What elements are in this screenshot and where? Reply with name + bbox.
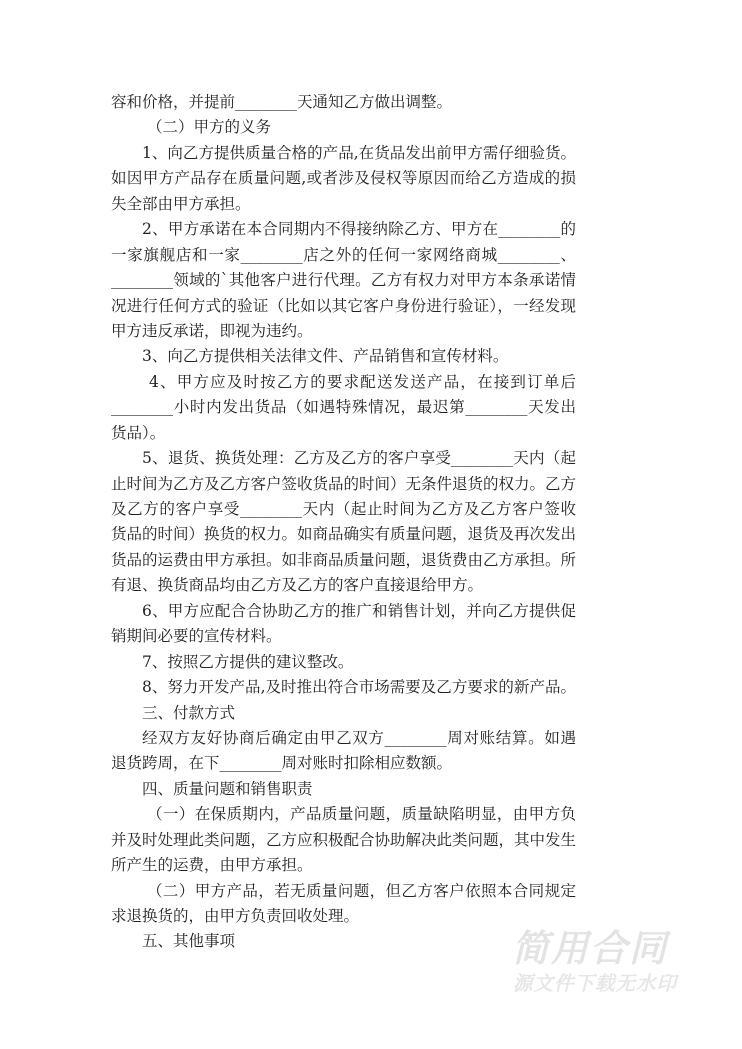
text-line: 货品的时间）换货的权力。如商品确实有质量问题，退货及再次发出	[111, 525, 576, 544]
text-line: 并及时处理此类问题，乙方应积极配合协助解决此类问题，其中发生	[111, 830, 576, 849]
text-line: 销期间必要的宣传材料。	[111, 627, 282, 646]
text-line: 止时间为乙方及乙方客户签收货品的时间）无条件退货的权力。乙方	[111, 474, 576, 493]
text-line: 7、按照乙方提供的建议整改。	[142, 652, 354, 671]
text-line: 货品）。	[111, 423, 166, 442]
text-line: 失全部由甲方承担。	[111, 194, 251, 213]
text-line: ________小时内发出货品（如遇特殊情况，最迟第________天发出	[111, 398, 576, 417]
text-line: 况进行任何方式的验证（比如以其它客户身份进行验证），一经发现	[111, 296, 576, 315]
text-line: （二）甲方产品，若无质量问题，但乙方客户依照本合同规定	[147, 881, 576, 900]
text-line: 货品的运费由甲方承担。如非商品质量问题，退货费由乙方承担。所	[111, 550, 576, 569]
text-line: 5、退货、换货处理：乙方及乙方的客户享受________天内（起	[142, 449, 576, 468]
text-line: （二）甲方的义务	[147, 118, 272, 137]
text-line: 容和价格，并提前________天通知乙方做出调整。	[111, 93, 453, 111]
text-line: 8、努力开发产品,及时推出符合市场需要及乙方要求的新产品。	[142, 678, 576, 697]
text-line: 1、向乙方提供质量合格的产品,在货品发出前甲方需仔细验货。	[142, 143, 576, 162]
text-line: 求退换货的，由甲方负责回收处理。	[111, 907, 360, 925]
text-line: 3、向乙方提供相关法律文件、产品销售和宣传材料。	[142, 347, 509, 366]
text-line: 甲方违反承诺，即视为违约。	[111, 321, 313, 340]
watermark-brand: 简用合同	[512, 927, 668, 970]
text-line: 4、甲方应及时按乙方的要求配送发送产品，在接到订单后	[149, 372, 576, 391]
text-line: 2、甲方承诺在本合同期内不得接纳除乙方、甲方在________的	[142, 220, 576, 239]
text-line: 所产生的运费，由甲方承担。	[111, 856, 313, 875]
text-line: 退货跨周，在下________周对账时扣除相应数额。	[111, 754, 453, 773]
text-line: 四、质量问题和销售职责	[142, 779, 313, 798]
text-line: （一）在保质期内，产品质量问题，质量缺陷明显，由甲方负	[147, 805, 576, 824]
text-line: 三、付款方式	[142, 703, 236, 722]
text-line: 有退、换货商品均由乙方及乙方的客户直接退给甲方。	[111, 576, 484, 595]
text-line: 五、其他事项	[142, 932, 236, 951]
text-line: ________领域的`其他客户进行代理。乙方有权力对甲方本条承诺情	[111, 271, 576, 290]
text-line: 如因甲方产品存在质量问题,或者涉及侵权等原因而给乙方造成的损	[111, 169, 576, 188]
text-line: 经双方友好协商后确定由甲乙双方________周对账结算。如遇	[142, 728, 576, 747]
text-line: 及乙方的客户享受________天内（起止时间为乙方及乙方客户签收	[111, 500, 576, 518]
text-line: 6、甲方应配合合协助乙方的推广和销售计划，并向乙方提供促	[142, 601, 576, 620]
watermark-slogan: 源文件下载无水印	[513, 972, 678, 995]
text-line: 一家旗舰店和一家________店之外的任何一家网络商城________、	[111, 245, 576, 264]
document-body	[111, 90, 576, 955]
